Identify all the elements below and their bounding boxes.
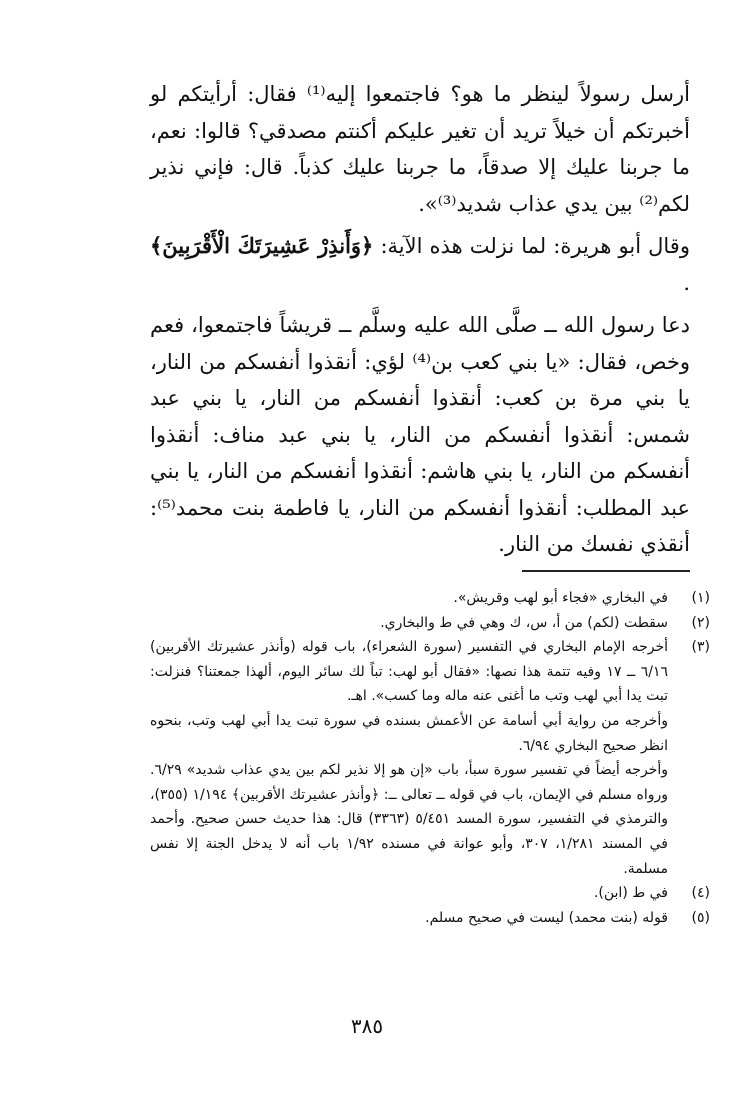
footnote-line: في ط (ابن). (593, 885, 668, 902)
paragraph-2-end: . (683, 270, 690, 295)
footnote-number: (٤) (691, 885, 710, 902)
footnote-1 (150, 586, 710, 611)
footnote-4 (150, 881, 710, 906)
footnote-line: وأخرجه من رواية أبي أسامة عن الأعمش بسنده في سورة تبت يدا أبي لهب وتب، بنحوه انظر صحيح البخاري ٦/٩٤. (150, 712, 668, 754)
footnote-3 (150, 635, 710, 881)
footnote-5 (150, 906, 710, 931)
paragraph-1: أرسل رسولاً لينظر ما هو؟ فاجتمعوا إليه⁽¹⁾ فقال: أرأيتكم لو أخبرتكم أن خيلاً تريد أن تغير عليكم أكنتم مصدقي؟ قالوا: نعم، ما جربنا عليك إلا صدقاً، ما جربنا عليك كذباً. قال: فإني نذير لكم⁽²⁾ بين يدي عذاب شديد⁽³⁾». (150, 82, 691, 216)
footnote-2 (150, 611, 710, 636)
paragraph-2-intro: وقال أبو هريرة: لما نزلت هذه الآية: (380, 234, 690, 258)
footnote-number: (٣) (691, 639, 710, 656)
footnote-divider (522, 570, 690, 572)
footnote-line: أخرجه الإمام البخاري في التفسير (سورة الشعراء)، باب قوله (وأنذر عشيرتك الأقربين) ٦/١٦ ــ ١٧ وفيه تتمة هذا نصها: «فقال أبو لهب: تباً لك سائر اليوم، ألهذا جمعتنا؟ فنزلت: تبت يدا أبي لهب وتب ما أغنى عنه ماله وما كسب». اهـ. (150, 639, 668, 705)
quran-verse: ﴿وَأَنذِرْ عَشِيرَتَكَ الْأَقْرَبِينَ﴾ (150, 233, 374, 258)
footnote-body (150, 881, 668, 906)
footnote-body (150, 906, 668, 931)
footnote-line: قوله (بنت محمد) ليست في صحيح مسلم. (425, 909, 668, 926)
main-text (150, 76, 690, 563)
footnote-number: (٢) (691, 614, 710, 631)
footnote-number: (١) (691, 590, 710, 606)
footnotes-list (150, 586, 710, 930)
footnote-line: في البخاري «فجاء أبو لهب وقريش». (453, 590, 668, 606)
footnote-line: وأخرجه أيضاً في تفسير سورة سبأ، باب «إن هو إلا نذير لكم بين يدي عذاب شديد» ٦/٢٩. ورواه مسلم في الإيمان، باب في قوله ــ تعالى ــ: ﴿وأنذر عشيرتك الأقربين﴾ ١/١٩٤ (٣٥٥)، والترمذي في التفسير، سورة المسد ٥/٤٥١ (٣٣٦٣) قال: هذا حديث حسن صحيح. وأحمد في المسند ١/٢٨١، ٣٠٧، وأبو عوانة في مسنده ١/٩٢ باب أنه لا يدخل الجنة إلا نفس مسلمة. (150, 762, 669, 877)
paragraph-3: دعا رسول الله ــ صلَّى الله عليه وسلَّم ــ قريشاً فاجتمعوا، فعم وخص، فقال: «يا بني كعب بن⁽⁴⁾ لؤي: أنقذوا أنفسكم من النار، يا بني مرة بن كعب: أنقذوا أنفسكم من النار، يا بني عبد شمس: أنقذوا أنفسكم من النار، يا بني عبد مناف: أنقذوا أنفسكم من النار، يا بني هاشم: أنقذوا أنفسكم من النار، يا بني عبد المطلب: أنقذوا أنفسكم من النار، يا فاطمة بنت محمد⁽⁵⁾: أنقذي نفسك من النار. (150, 313, 690, 556)
page-number: ٣٨٥ (350, 1014, 384, 1038)
paragraph-2 (150, 228, 690, 301)
footnote-number: (٥) (691, 909, 710, 926)
footnote-body (150, 635, 668, 881)
footnote-body (150, 586, 668, 611)
footnote-line: سقطت (لكم) من أ، س، ك وهي في ط والبخاري. (380, 614, 668, 631)
footnote-body (150, 611, 668, 636)
